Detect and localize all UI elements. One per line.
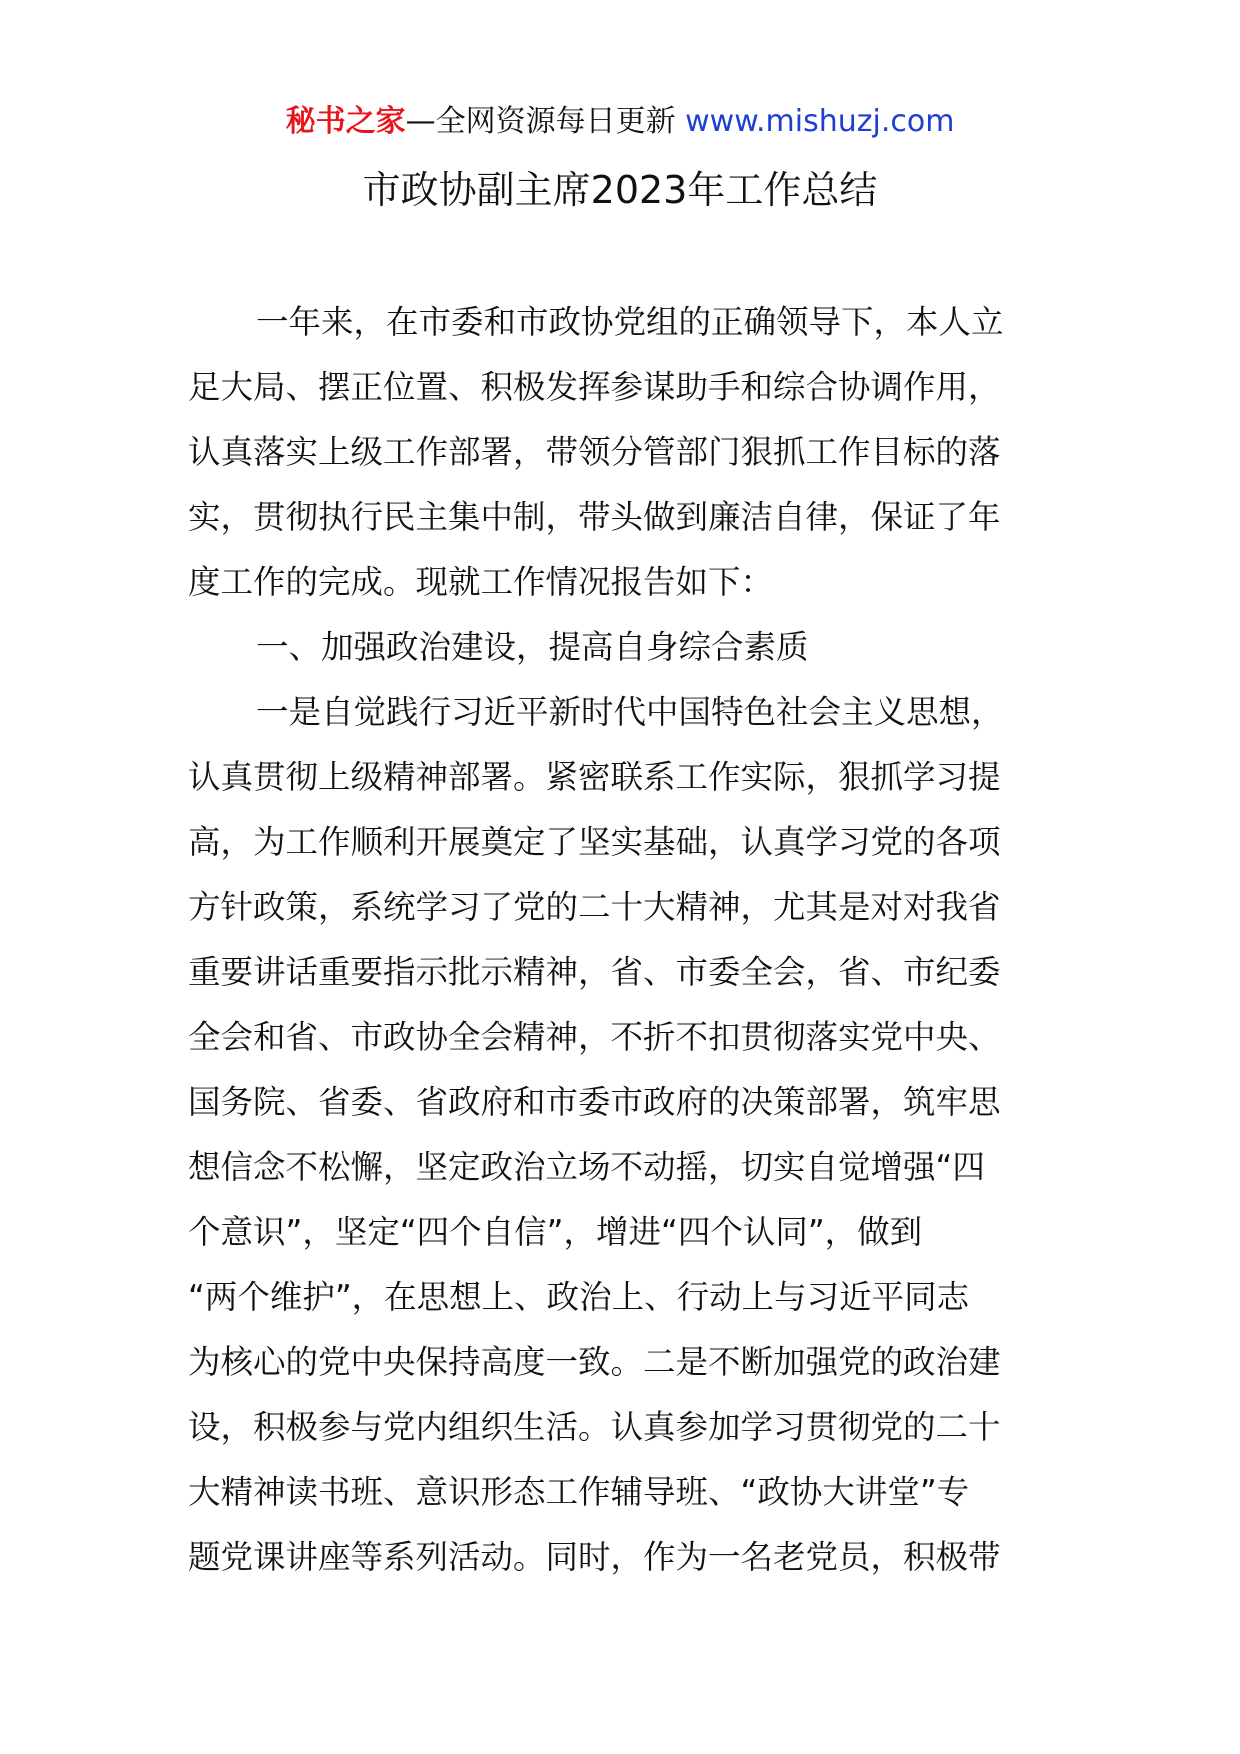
body-line: 一年来，在市委和市政协党组的正确领导下，本人立: [256, 303, 1004, 341]
body-line: 高，为工作顺利开展奠定了坚实基础，认真学习党的各项: [188, 823, 1001, 861]
body-line: 题党课讲座等系列活动。同时，作为一名老党员，积极带: [188, 1538, 1001, 1576]
watermark-header: [0, 100, 1240, 144]
body-line: 设，积极参与党内组织生活。认真参加学习贯彻党的二十: [188, 1408, 1001, 1446]
body-line: 一、加强政治建设，提高自身综合素质: [256, 628, 809, 666]
document-body: [188, 290, 1058, 1590]
body-line: 个意识”，坚定“四个自信”，增进“四个认同”，做到: [188, 1213, 923, 1251]
page-title: 市政协副主席2023年工作总结: [362, 168, 878, 212]
body-line: 重要讲话重要指示批示精神，省、市委全会，省、市纪委: [188, 953, 1001, 991]
site-link[interactable]: www.mishuzj.com: [685, 104, 955, 139]
brand-name: 秘书之家: [285, 104, 406, 139]
body-line: 全会和省、市政协全会精神，不折不扣贯彻落实党中央、: [188, 1018, 1001, 1056]
body-line: 为核心的党中央保持高度一致。二是不断加强党的政治建: [188, 1343, 1001, 1381]
body-line: 方针政策，系统学习了党的二十大精神，尤其是对对我省: [188, 888, 1001, 926]
body-line: 认真落实上级工作部署，带领分管部门狠抓工作目标的落: [188, 433, 1001, 471]
brand-tagline: —全网资源每日更新: [405, 104, 676, 139]
body-line: 度工作的完成。现就工作情况报告如下：: [188, 563, 774, 601]
body-line: 认真贯彻上级精神部署。紧密联系工作实际，狠抓学习提: [188, 758, 1001, 796]
body-line: 国务院、省委、省政府和市委市政府的决策部署，筑牢思: [188, 1083, 1001, 1121]
body-line: 足大局、摆正位置、积极发挥参谋助手和综合协调作用，: [188, 368, 1001, 406]
body-line: 大精神读书班、意识形态工作辅导班、“政协大讲堂”专: [188, 1473, 970, 1511]
body-line: 实，贯彻执行民主集中制，带头做到廉洁自律，保证了年: [188, 498, 1001, 536]
body-line: “两个维护”，在思想上、政治上、行动上与习近平同志: [188, 1278, 970, 1316]
body-line: 一是自觉践行习近平新时代中国特色社会主义思想，: [256, 693, 1004, 731]
body-line: 想信念不松懈，坚定政治立场不动摇，切实自觉增强“四: [188, 1148, 985, 1186]
